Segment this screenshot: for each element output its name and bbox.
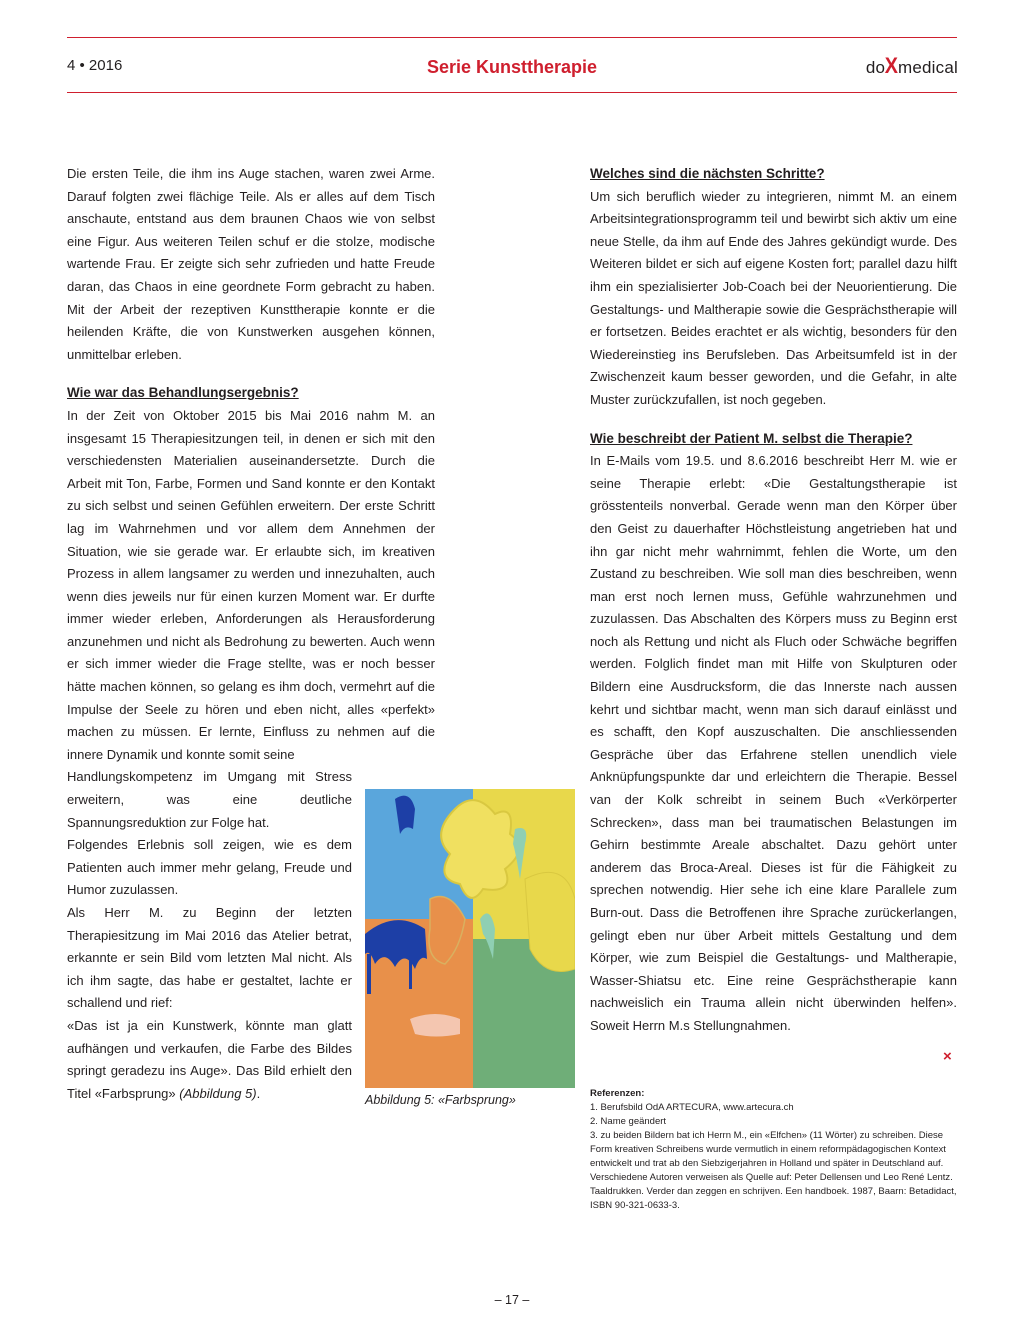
- text-wrap-beside-figure: [67, 766, 352, 1105]
- figure-reference: (Abbildung 5): [179, 1085, 257, 1101]
- paragraph: Folgendes Erlebnis soll zeigen, wie es dem Patienten auch immer mehr gelang, Freude und Humor zuzulassen.: [67, 837, 352, 898]
- paragraph: «Das ist ja ein Kunstwerk, könnte man glatt aufhängen und verkaufen, die Farbe des Bildes springt geradezu ins Auge». Das Bild erhielt den Titel «Farbsprung» (Abbildung 5).: [67, 1017, 352, 1101]
- navy-blob: [365, 920, 427, 969]
- figure-caption: Abbildung 5: «Farbsprung»: [365, 1093, 516, 1107]
- logo-x: X: [884, 53, 899, 78]
- artwork-farbsprung: [365, 789, 575, 1088]
- references: [590, 1087, 957, 1213]
- series-title: Serie Kunsttherapie: [426, 57, 598, 77]
- section-heading-patient-beschreibt: Wie beschreibt der Patient M. selbst die Therapie?: [590, 430, 913, 446]
- issue-number: 4 • 2016: [67, 57, 123, 74]
- quote-text: «Das ist ja ein Kunstwerk, könnte man glatt aufhängen und verkaufen, die Farbe des Bildes springt geradezu ins Auge». Das Bild erhielt den Titel «Farbsprung»: [67, 1017, 352, 1101]
- reference-item: 1. Berufsbild OdA ARTECURA, www.artecura.ch: [590, 1102, 794, 1113]
- navy-drip: [409, 959, 412, 989]
- page-number: – 17 –: [494, 1293, 530, 1307]
- paragraph: Als Herr M. zu Beginn der letzten Therapiesitzung im Mai 2016 das Atelier betrat, erkannte er sein Bild vom letzten Mal nicht. Als ich ihm sagte, das habe er gestaltet, lachte er schallend und rief:: [67, 905, 352, 1011]
- paragraph: Die ersten Teile, die ihm ins Auge stachen, waren zwei Arme. Darauf folgten zwei flächige Teile. Als er alles auf dem Tisch anschaute, entstand aus dem braunen Chaos wie von selbst eine Figur. Aus weiteren Teilen schuf er die stolze, modische wartende Frau. Er zeigte sich sehr zufrieden und hatte Freude daran, das Chaos in eine geordnete Form gebracht zu haben. Mit der Arbeit der rezeptiven Kunsttherapie konnte er die heilenden Kräfte, die von Kunstwerken ausgehen können, unmittelbar erleben.: [67, 166, 435, 362]
- paragraph: In E-Mails vom 19.5. und 8.6.2016 beschreibt Herr M. wie er seine Therapie erlebt: «Die Gestaltungstherapie ist grösstenteils nonverbal. Gerade wenn man den Körper über den Geist zu dauerhafter Höchstleistung angetrieben hat und ihn gar nicht mehr wahrnimmt, fehlen die Worte, um den Zustand zu beschreiben. Wie soll man dies beschreiben, wenn man erst noch lernen muss, Gefühle wahrzunehmen und zuzulassen. Das Abschalten des Körpers muss zu Beginn erst noch als Rettung und nicht als Fluch oder Schwäche begriffen werden. Folglich findet man mit Hilfe von Skulpturen oder Bildern eine Ausdrucksform, die das Innerste nach aussen kehrt und sichtbar macht, wenn man sich darauf einlässt und es schafft, den Kopf auszuschalten. Die anschliessenden Gespräche über das Erfahrene stellen unendlich viele Anknüpfungspunkte dar und erleichtern die Therapie. Bessel van der Kolk schreibt in seinem Buch «Verkörperter Schrecken», dass man bei traumatischen Belastungen im Gehirn bestimmte Areale abschaltet. Dazu gehört unter anderem das Broca-Areal. Dieses ist für die Fähigkeit zu sprechen notwendig. Hier sehe ich eine klare Parallele zum Burn-out. Dass die Betroffenen ihre Sprache zurückerlangen, gelingt eben nur über Arbeit mittels Gestaltung und dem Körper, wie zum Beispiel die Gestaltungs- und Maltherapie, Wasser-Shiatsu etc. Eine reine Gesprächstherapie kann nachweislich ein Trauma allein nicht überwinden helfen». Soweit Herrn M.s Stellungnahmen.: [590, 453, 957, 1033]
- navy-drip: [367, 954, 371, 994]
- header-top-rule: [67, 37, 957, 38]
- artwork-image: [365, 789, 575, 1088]
- reference-item: 3. zu beiden Bildern bat ich Herrn M., ein «Elfchen» (11 Wörter) zu schreiben. Diese Form kreativen Schreibens wurde vermutlich in einem reformpädagogischen Kontext entwickelt und trat ab den Siebzigerjahren in Holland und später in Deutschland auf. Verschiedene Autoren verweisen als Quelle auf: Peter Dellensen und Leo René Lentz. Taaldrukken. Verder dan zeggen en schrijven. Een handboek. 1987, Baarn: Betadidact, ISBN 90-321-0633-3.: [590, 1130, 957, 1211]
- references-title: Referenzen:: [590, 1088, 645, 1099]
- doxmedical-logo: [866, 53, 958, 79]
- paragraph: Handlungskompetenz im Umgang mit Stress erweitern, was eine deutliche Spannungsreduktion zur Folge hat.: [67, 769, 352, 830]
- reference-item: 2. Name geändert: [590, 1116, 667, 1127]
- section-heading-naechste-schritte: Welches sind die nächsten Schritte?: [590, 166, 825, 181]
- right-column: [590, 163, 957, 1038]
- logo-part-medical: medical: [898, 58, 958, 77]
- paragraph: In der Zeit von Oktober 2015 bis Mai 2016 nahm M. an insgesamt 15 Therapiesitzungen teil, in denen er sich mit den verschiedensten Materialien auseinandersetzte. Durch die Arbeit mit Ton, Farbe, Formen und Sand konnte er den Kontakt zu sich selbst und seinen Gefühlen erweitern. Der erste Schritt lag im Wahrnehmen und vor allem dem Annehmen der Situation, wie sie gerade war. Er erlaubte sich, im kreativen Prozess in allem langsamer zu werden und innezuhalten, auch wenn dies jeweils nur für einen kurzen Moment war. Er durfte immer wieder erleben, Anforderungen als Herausforderung anzunehmen und nicht als Bedrohung zu bewerten. Auch wenn er sich immer wieder die Frage stellte, was er noch besser hätte machen können, so gelang es ihm doch, vermehrt auf die Impulse der Seele zu hören und eben nicht, alles «perfekt» machen zu müssen. Er lernte, Einfluss zu nehmen auf die innere Dynamik und konnte somit seine: [67, 407, 435, 762]
- section-heading-behandlungsergebnis: Wie war das Behandlungsergebnis?: [67, 385, 299, 401]
- header-bottom-rule: [67, 92, 957, 93]
- hand-shape: [410, 1014, 460, 1037]
- paragraph: Um sich beruflich wieder zu integrieren, nimmt M. an einem Arbeitsintegrationsprogramm teil und bewirbt sich aktiv um eine neue Stelle, da ihm auf Ende des Jahres gekündigt wurde. Des Weiteren bildet er sich auf eigene Kosten fort; parallel dazu hilft ihm ein spezialisierter Job-Coach bei der Neuorientierung. Die Gestaltungs- und Maltherapie sowie die Gesprächstherapie will er fortsetzen. Beides erachtet er als wichtig, besonders für den Wiedereinstieg ins Berufsleben. Das Arbeitsumfeld ist in der Zwischenzeit kaum besser geworden, und die Gefahr, in alte Muster zurückzufallen, ist noch gegeben.: [590, 188, 957, 407]
- article-end-mark: ×: [943, 1048, 952, 1065]
- logo-part-do: do: [865, 58, 886, 77]
